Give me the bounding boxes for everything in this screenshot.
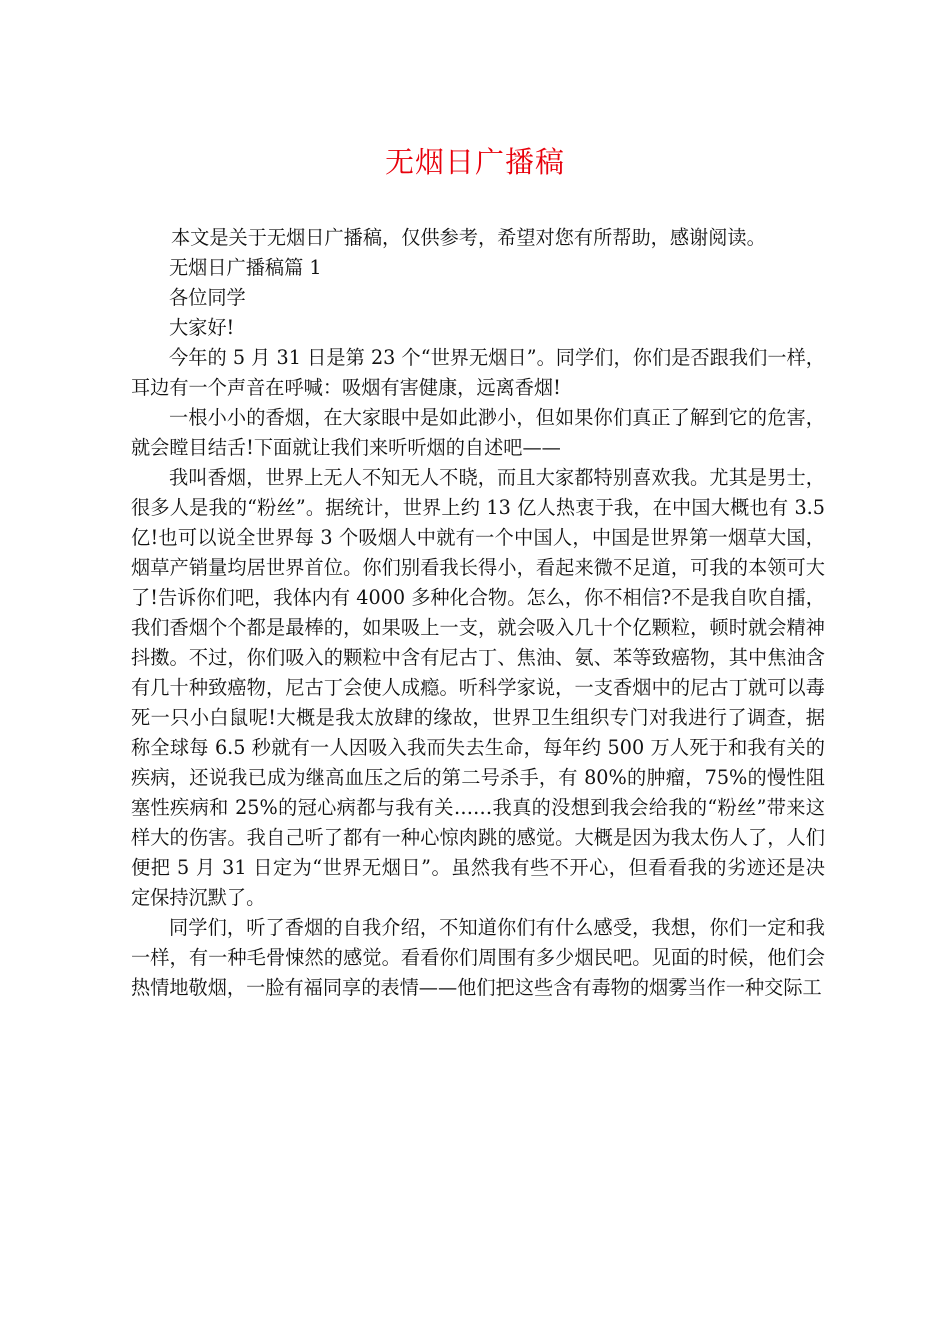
greeting-paragraph: 大家好! bbox=[169, 316, 235, 339]
body-paragraph: 我叫香烟，世界上无人不知无人不晓，而且大家都特别喜欢我。尤其是男士，很多人是我的“粉丝”。据统计，世界上约 13 亿人热衷于我，在中国大概也有 3.5 亿!也可以说全世界每 3 个吸烟人中就有一个中国人，中国是世界第一烟草大国，烟草产销量均居世界首位。你们别看我长得小，看起来微不足道，可我的本领可大了!告诉你们吧，我体内有 4000 多种化合物。怎么，你不相信?不是我自吹自擂，我们香烟个个都是最棒的，如果吸上一支，就会吸入几十个亿颗粒，顿时就会精神抖擞。不过，你们吸入的颗粒中含有尼古丁、焦油、氨、苯等致癌物，其中焦油含有几十种致癌物，尼古丁会使人成瘾。听科学家说，一支香烟中的尼古丁就可以毒死一只小白鼠呢!大概是我太放肆的缘故，世界卫生组织专门对我进行了调查，据称全球每 6.5 秒就有一人因吸入我而失去生命，每年约 500 万人死于和我有关的疾病，还说我已成为继高血压之后的第二号杀手，有 80%的肿瘤，75%的慢性阻塞性疾病和 25%的冠心病都与我有关……我真的没想到我会给我的“粉丝”带来这样大的伤害。我自己听了都有一种心惊肉跳的感觉。大概是因为我太伤人了，人们便把 5 月 31 日定为“世界无烟日”。虽然我有些不开心，但看看我的劣迹还是决定保持沉默了。 bbox=[131, 466, 825, 909]
document-body bbox=[131, 223, 825, 1003]
body-paragraph: 今年的 5 月 31 日是第 23 个“世界无烟日”。同学们，你们是否跟我们一样，耳边有一个声音在呼喊：吸烟有害健康，远离香烟! bbox=[131, 346, 825, 399]
document-title: 无烟日广播稿 bbox=[384, 145, 565, 179]
salutation-paragraph: 各位同学 bbox=[169, 286, 246, 309]
body-paragraph: 一根小小的香烟，在大家眼中是如此渺小，但如果你们真正了解到它的危害，就会瞠目结舌!下面就让我们来听听烟的自述吧—— bbox=[131, 406, 825, 459]
intro-paragraph: 本文是关于无烟日广播稿，仅供参考，希望对您有所帮助，感谢阅读。 bbox=[171, 226, 766, 249]
section-heading: 无烟日广播稿篇 1 bbox=[169, 256, 322, 279]
body-paragraph: 同学们，听了香烟的自我介绍，不知道你们有什么感受，我想，你们一定和我一样，有一种毛骨悚然的感觉。看看你们周围有多少烟民吧。见面的时候，他们会热情地敬烟，一脸有福同享的表情——他们把这些含有毒物的烟雾当作一种交际工 bbox=[131, 916, 825, 999]
